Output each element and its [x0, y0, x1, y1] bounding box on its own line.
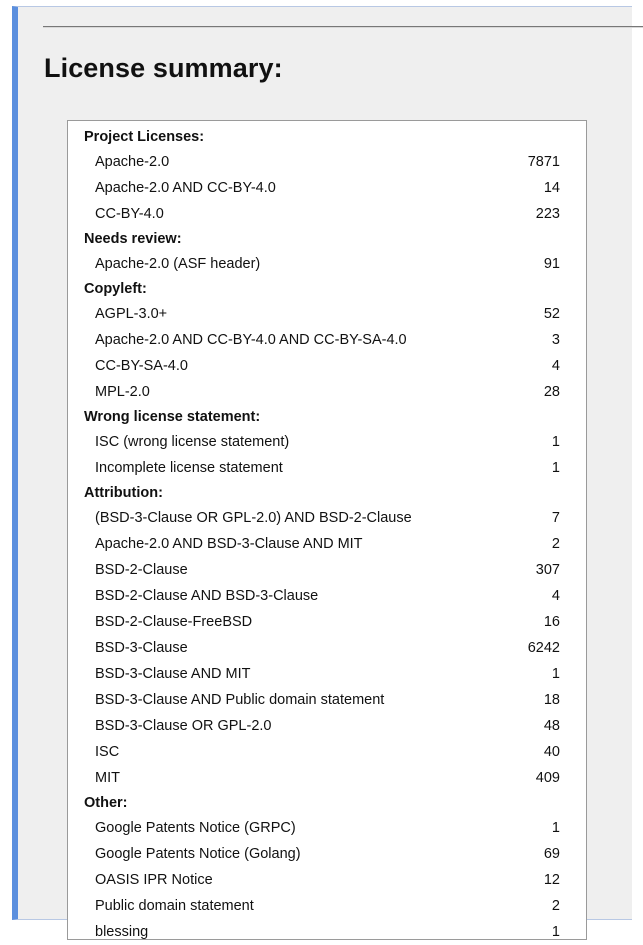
license-count: 307 — [535, 562, 560, 578]
license-name: Apache-2.0 — [95, 154, 170, 170]
license-name: BSD-2-Clause-FreeBSD — [95, 614, 253, 630]
license-count: 409 — [535, 770, 560, 786]
license-row — [68, 919, 586, 945]
license-rows — [68, 125, 586, 945]
license-count: 1 — [551, 434, 560, 450]
page-title: License summary: — [44, 53, 283, 83]
license-count: 2 — [551, 898, 560, 914]
license-name: ISC (wrong license statement) — [95, 434, 290, 450]
license-row — [68, 635, 586, 661]
license-count: 48 — [543, 718, 560, 734]
license-name: BSD-3-Clause — [95, 640, 188, 656]
license-row — [68, 455, 586, 481]
license-count: 4 — [551, 588, 560, 604]
group-heading: Needs review: — [84, 231, 182, 247]
license-name: CC-BY-4.0 — [95, 206, 164, 222]
license-count: 18 — [543, 692, 560, 708]
group-heading: Project Licenses: — [84, 129, 205, 145]
group-heading: Other: — [84, 795, 128, 811]
license-count: 7871 — [527, 154, 560, 170]
license-row — [68, 327, 586, 353]
license-count: 1 — [551, 820, 560, 836]
license-count: 2 — [551, 536, 560, 552]
license-summary-table — [67, 120, 587, 940]
license-row — [68, 429, 586, 455]
license-name: BSD-2-Clause — [95, 562, 188, 578]
license-name: Google Patents Notice (GRPC) — [95, 820, 296, 836]
license-row — [68, 251, 586, 277]
license-name: OASIS IPR Notice — [95, 872, 213, 888]
license-name: BSD-3-Clause OR GPL-2.0 — [95, 718, 272, 734]
license-row — [68, 583, 586, 609]
license-count: 12 — [543, 872, 560, 888]
license-row — [68, 893, 586, 919]
license-name: BSD-2-Clause AND BSD-3-Clause — [95, 588, 319, 604]
license-count: 3 — [551, 332, 560, 348]
license-row — [68, 531, 586, 557]
license-name: MPL-2.0 — [95, 384, 150, 400]
license-row — [68, 505, 586, 531]
license-count: 4 — [551, 358, 560, 374]
license-name: Google Patents Notice (Golang) — [95, 846, 301, 862]
license-count: 69 — [543, 846, 560, 862]
license-count: 1 — [551, 924, 560, 940]
license-count: 7 — [551, 510, 560, 526]
license-name: blessing — [95, 924, 149, 940]
horizontal-rule — [43, 26, 643, 28]
license-row — [68, 661, 586, 687]
license-count: 1 — [551, 666, 560, 682]
license-row — [68, 713, 586, 739]
license-row — [68, 379, 586, 405]
license-name: CC-BY-SA-4.0 — [95, 358, 188, 374]
license-row — [68, 765, 586, 791]
license-name: BSD-3-Clause AND Public domain statement — [95, 692, 385, 708]
document-page — [12, 6, 632, 940]
license-row — [68, 353, 586, 379]
license-count: 40 — [543, 744, 560, 760]
license-count: 28 — [543, 384, 560, 400]
license-count: 14 — [543, 180, 560, 196]
license-name: MIT — [95, 770, 120, 786]
license-name: AGPL-3.0+ — [95, 306, 168, 322]
license-name: ISC — [95, 744, 120, 760]
license-row — [68, 557, 586, 583]
license-count: 6242 — [527, 640, 560, 656]
license-row — [68, 301, 586, 327]
license-row — [68, 841, 586, 867]
license-row — [68, 687, 586, 713]
license-row — [68, 739, 586, 765]
license-name: Apache-2.0 AND CC-BY-4.0 AND CC-BY-SA-4.0 — [95, 332, 407, 348]
license-count: 91 — [543, 256, 560, 272]
license-row — [68, 609, 586, 635]
license-name: Apache-2.0 (ASF header) — [95, 256, 261, 272]
group-heading: Attribution: — [84, 485, 163, 501]
license-name: Public domain statement — [95, 898, 254, 914]
group-heading: Copyleft: — [84, 281, 147, 297]
license-count: 52 — [543, 306, 560, 322]
license-row — [68, 201, 586, 227]
license-name: Apache-2.0 AND BSD-3-Clause AND MIT — [95, 536, 363, 552]
license-count: 16 — [543, 614, 560, 630]
license-row — [68, 149, 586, 175]
license-name: BSD-3-Clause AND MIT — [95, 666, 251, 682]
group-heading: Wrong license statement: — [84, 409, 261, 425]
license-name: (BSD-3-Clause OR GPL-2.0) AND BSD-2-Clause — [95, 510, 412, 526]
license-row — [68, 815, 586, 841]
license-name: Incomplete license statement — [95, 460, 283, 476]
license-count: 223 — [535, 206, 560, 222]
license-row — [68, 175, 586, 201]
license-row — [68, 867, 586, 893]
license-name: Apache-2.0 AND CC-BY-4.0 — [95, 180, 276, 196]
license-count: 1 — [551, 460, 560, 476]
